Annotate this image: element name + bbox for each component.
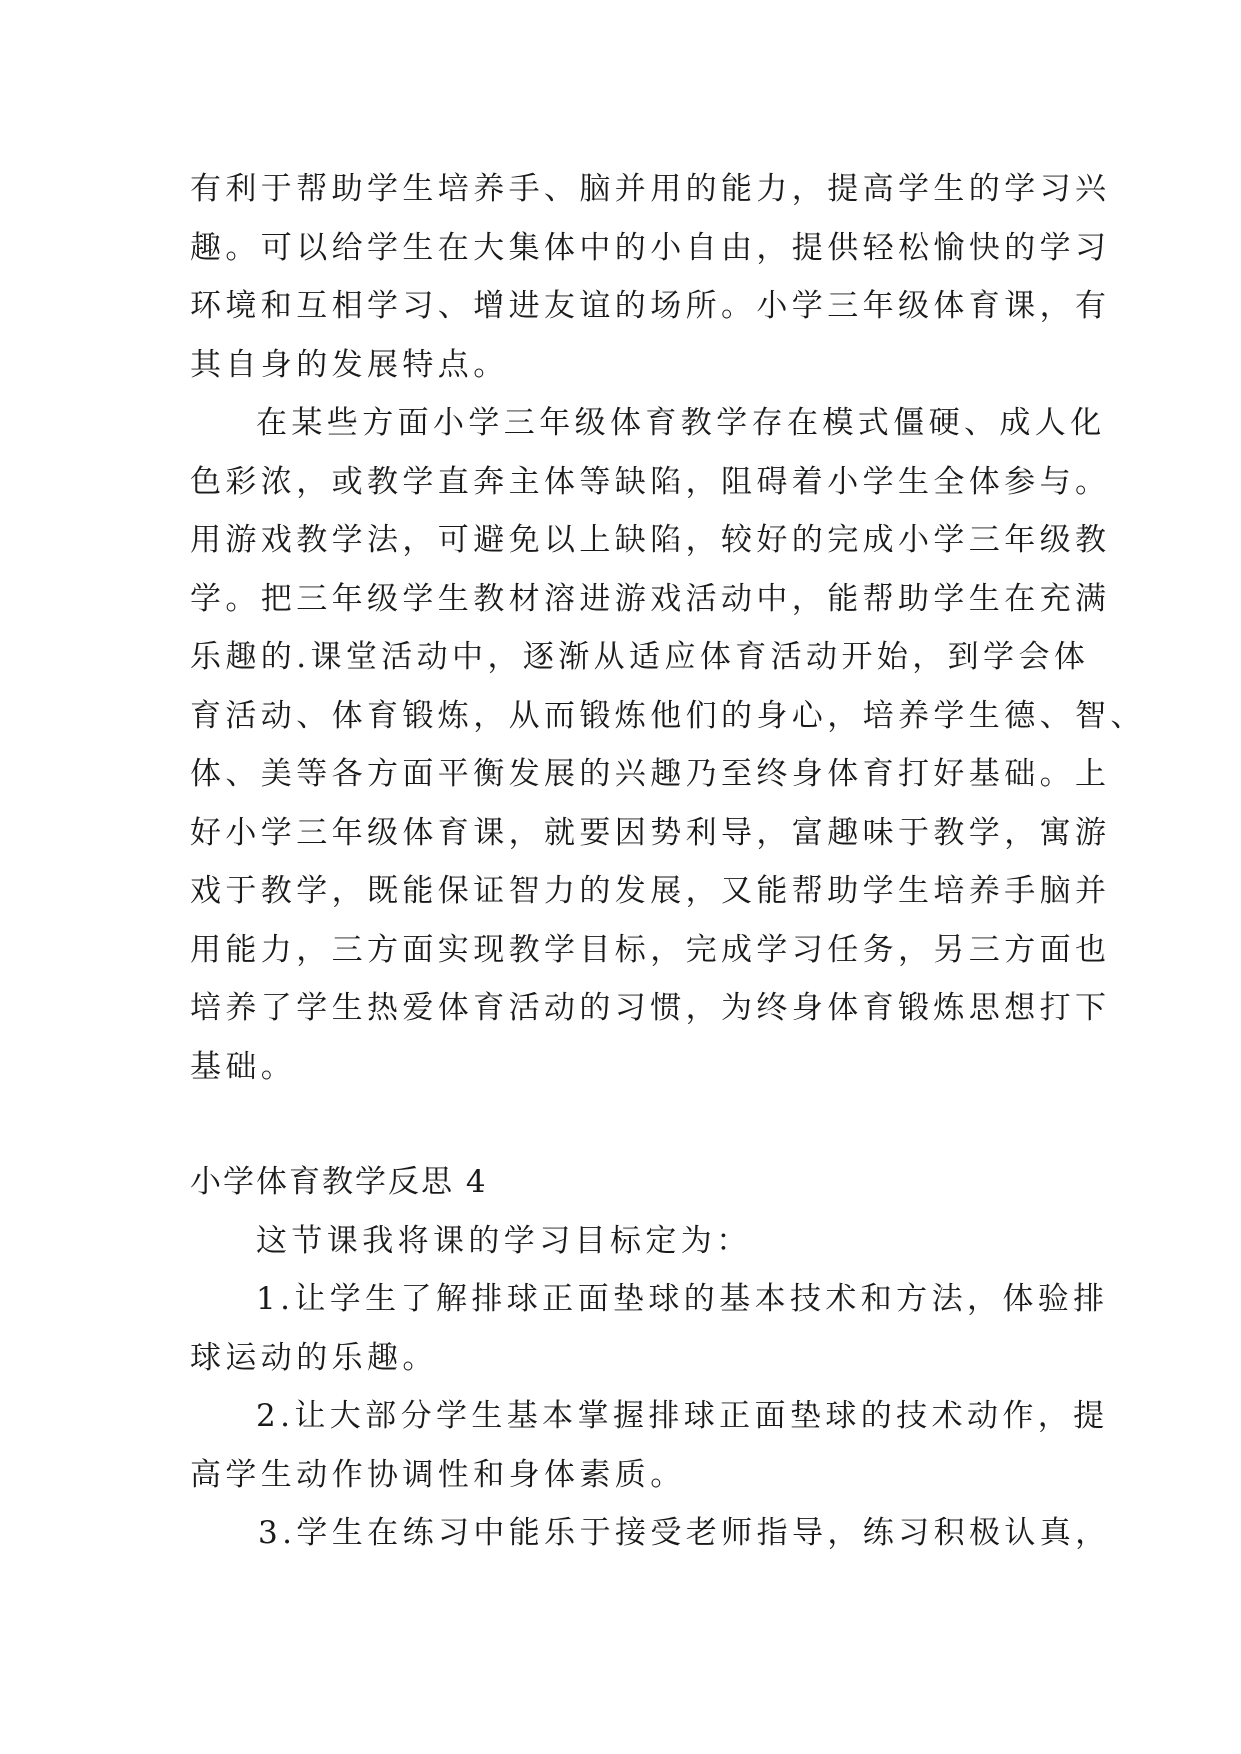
paragraph-line: 体、美等各方面平衡发展的兴趣乃至终身体育打好基础。上 [190,756,1111,792]
goal-3 [190,1504,1111,1563]
paragraph-line: 其自身的发展特点。 [190,346,509,383]
goal-1 [190,1270,1109,1387]
goal-line: 球运动的乐趣。 [190,1339,438,1376]
intro-line: 这节课我将课的学习目标定为： [256,1222,752,1259]
section-spacer [190,1096,1052,1153]
section-heading: 小学体育教学反思 4 [190,1164,488,1200]
paragraph-line: 色彩浓，或教学直奔主体等缺陷，阻碍着小学生全体参与。 [190,463,1111,500]
paragraph-line: 在某些方面小学三年级体育教学存在模式僵硬、成人化 [256,405,1106,441]
paragraph-line: 学。把三年级学生教材溶进游戏活动中，能帮助学生在充满 [190,580,1111,617]
paragraph-line: 有利于帮助学生培养手、脑并用的能力，提高学生的学习兴 [190,171,1111,207]
paragraph-2 [190,394,1146,1096]
paragraph-line: 戏于教学，既能保证智力的发展，又能帮助学生培养手脑并 [190,873,1111,909]
paragraph-line: 环境和互相学习、增进友谊的场所。小学三年级体育课，有 [190,288,1111,324]
goal-line: 3.学生在练习中能乐于接受老师指导，练习积极认真， [258,1515,1111,1551]
paragraph-line: 好小学三年级体育课，就要因势利导，富趣味于教学，寓游 [190,814,1111,851]
paragraph-line: 用能力，三方面实现教学目标，完成学习任务，另三方面也 [190,931,1111,968]
goal-line: 1.让学生了解排球正面垫球的基本技术和方法，体验排 [256,1281,1109,1317]
goal-line: 高学生动作协调性和身体素质。 [190,1456,686,1493]
paragraph-line: 趣。可以给学生在大集体中的小自由，提供轻松愉快的学习 [190,229,1111,266]
paragraph-line: 用游戏教学法，可避免以上缺陷，较好的完成小学三年级教 [190,522,1111,558]
paragraph-1 [190,160,1111,394]
paragraph-line: 育活动、体育锻炼，从而锻炼他们的身心，培养学生德、智、 [190,697,1146,734]
paragraph-line: 基础。 [190,1048,297,1085]
document-body [190,160,1146,1563]
paragraph-line: 乐趣的.课堂活动中，逐渐从适应体育活动开始，到学会体 [190,639,1090,675]
goal-2 [190,1387,1109,1504]
goal-line: 2.让大部分学生基本掌握排球正面垫球的技术动作，提 [256,1398,1109,1434]
paragraph-line: 培养了学生热爱体育活动的习惯，为终身体育锻炼思想打下 [190,990,1111,1026]
